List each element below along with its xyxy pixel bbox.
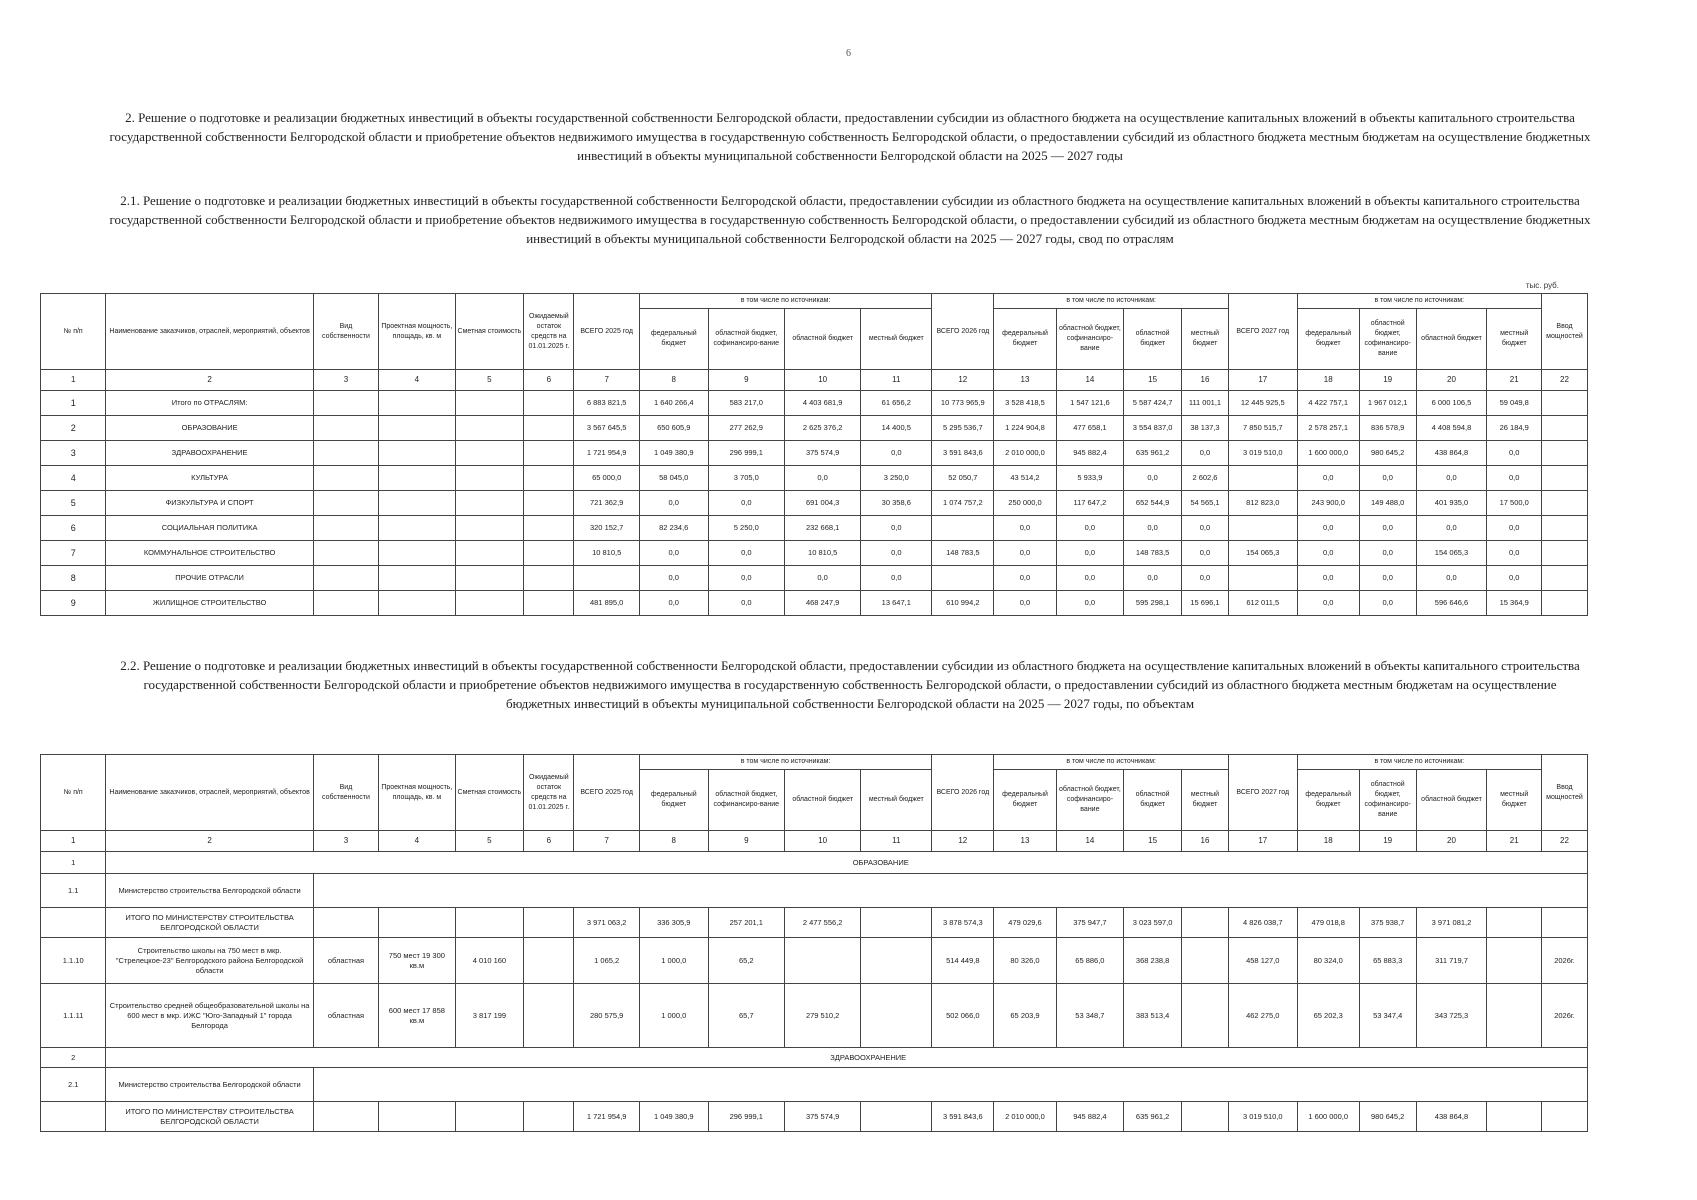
header-regional-cofinancing: областной бюджет, софинансиро-вание — [708, 770, 784, 831]
header-local: местный бюджет — [1182, 770, 1229, 831]
header-regional-cofinancing: областной бюджет, софинансиро-вание — [708, 309, 784, 370]
sector-summary-table — [40, 293, 1588, 616]
header-local: местный бюджет — [861, 309, 932, 370]
header-regional: областной бюджет — [1124, 770, 1182, 831]
section2-heading: 2.2. Решение о подготовке и реализации бюджетных инвестиций в объекты государственной собственности Белгородской области, предоставлении субсидии из областного бюджета на осуществление капитальных вложений в объекты капитального строительства государственной собственности Белгородской области и приобретение объектов недвижимого имущества в государственную собственность Белгородской области, о предоставлении субсидий из областного бюджета местным бюджетам на осуществление бюджетных инвестиций в объекты муниципальной собственности Белгородской области на 2025 — 2027 годы, по объектам — [120, 658, 1580, 711]
header-commissioning: Ввод мощностей — [1541, 294, 1587, 370]
header-regional-cofinancing: областной бюджет, софинансиро-вание — [1056, 309, 1124, 370]
units-label: тыс. руб. — [1525, 281, 1559, 290]
header-expected-balance: Ожидаемый остаток средств на 01.01.2025 г. — [524, 755, 574, 831]
header-num: № п/п — [41, 755, 106, 831]
header-sources-2026: в том числе по источникам: — [994, 294, 1229, 309]
main-heading: 2. Решение о подготовке и реализации бюджетных инвестиций в объекты государственной собственности Белгородской области, предоставлении субсидии из областного бюджета на осуществление капитальных вложений в объекты капитального строительства государственной собственности Белгородской области и приобретение объектов недвижимого имущества в государственную собственность Белгородской области, о предоставлении субсидий из областного бюджета местным бюджетам на осуществление бюджетных инвестиций в объекты муниципальной собственности Белгородской области на 2025 — 2027 годы — [109, 110, 1591, 163]
header-local: местный бюджет — [1487, 309, 1542, 370]
header-regional: областной бюджет — [1416, 309, 1487, 370]
section1-heading: 2.1. Решение о подготовке и реализации бюджетных инвестиций в объекты государственной собственности Белгородской области, предоставлении субсидии из областного бюджета на осуществление капитальных вложений в объекты капитального строительства государственной собственности Белгородской области и приобретение объектов недвижимого имущества в государственную собственность Белгородской области, о предоставлении субсидий из областного бюджета местным бюджетам на осуществление бюджетных инвестиций в объекты муниципальной собственности Белгородской области на 2025 — 2027 годы, свод по отраслям — [109, 193, 1591, 246]
header-regional-cofinancing: областной бюджет, софинансиро-вание — [1056, 770, 1124, 831]
sector-row: 3 ЗДРАВООХРАНЕНИЕ 1 721 954,9 1 049 380,9 296 999,1 375 574,9 0,0 3 591 843,6 2 010 000,0 945 882,4 635 961,2 0,0 3 019 510,0 1 600 000,0 980 645,2 438 864,8 0,0 — [41, 441, 1588, 466]
header-federal: федеральный бюджет — [639, 770, 708, 831]
header-sources-2025: в том числе по источникам: — [639, 755, 931, 770]
header-federal: федеральный бюджет — [1297, 770, 1359, 831]
header-estimate: Сметная стоимость — [455, 294, 524, 370]
header-total-2025: ВСЕГО 2025 год — [574, 755, 639, 831]
header-name: Наименование заказчиков, отраслей, мероприятий, объектов — [106, 755, 313, 831]
section-row-education: 1 ОБРАЗОВАНИЕ — [41, 852, 1588, 874]
header-regional: областной бюджет — [784, 770, 860, 831]
ministry-row: 2.1 Министерство строительства Белгородской области — [41, 1068, 1588, 1102]
section-row-healthcare: 2 ЗДРАВООХРАНЕНИЕ — [41, 1048, 1588, 1068]
header-sources-2027: в том числе по источникам: — [1297, 755, 1541, 770]
objects-table — [40, 754, 1588, 1132]
object-row: 1.1.11 Строительство средней общеобразовательной школы на 600 мест в мкр. ИЖС "Юго-Западный 1" города Белгорода областная 600 мест 17 858 кв.м 3 817 199 280 575,9 1 000,0 65,7 279 510,2 502 066,0 65 203,9 53 348,7 383 513,4 462 275,0 65 202,3 53 347,4 343 725,3 2026г. — [41, 984, 1588, 1048]
object-row: 1.1.10 Строительство школы на 750 мест в мкр. "Стрелецкое-23" Белгородского района Белгородской области областная 750 мест 19 300 кв.м 4 010 160 1 065,2 1 000,0 65,2 514 449,8 80 326,0 65 886,0 368 238,8 458 127,0 80 324,0 65 883,3 311 719,7 2026г. — [41, 938, 1588, 984]
sector-row: 9 ЖИЛИЩНОЕ СТРОИТЕЛЬСТВО 481 895,0 0,0 0,0 468 247,9 13 647,1 610 994,2 0,0 0,0 595 298,1 15 696,1 612 011,5 0,0 0,0 596 646,6 15 364,9 — [41, 591, 1588, 616]
header-regional: областной бюджет — [784, 309, 860, 370]
header-ownership: Вид собственности — [313, 755, 378, 831]
ministry-total-row: ИТОГО ПО МИНИСТЕРСТВУ СТРОИТЕЛЬСТВА БЕЛГОРОДСКОЙ ОБЛАСТИ 3 971 063,2 336 305,9 257 201,1 2 477 556,2 3 878 574,3 479 029,6 375 947,7 3 023 597,0 4 826 038,7 479 018,8 375 938,7 3 971 081,2 — [41, 908, 1588, 938]
header-capacity: Проектная мощность, площадь, кв. м — [379, 294, 455, 370]
header-local: местный бюджет — [1487, 770, 1542, 831]
header-regional: областной бюджет — [1416, 770, 1487, 831]
ministry-total-row: ИТОГО ПО МИНИСТЕРСТВУ СТРОИТЕЛЬСТВА БЕЛГОРОДСКОЙ ОБЛАСТИ 1 721 954,9 1 049 380,9 296 999,1 375 574,9 3 591 843,6 2 010 000,0 945 882,4 635 961,2 3 019 510,0 1 600 000,0 980 645,2 438 864,8 — [41, 1102, 1588, 1132]
sector-row: 1 Итого по ОТРАСЛЯМ: 6 883 821,5 1 640 266,4 583 217,0 4 403 681,9 61 656,2 10 773 965,9 3 528 418,5 1 547 121,6 5 587 424,7 111 001,1 12 445 925,5 4 422 757,1 1 967 012,1 6 000 106,5 59 049,8 — [41, 391, 1588, 416]
header-num: № п/п — [41, 294, 106, 370]
header-local: местный бюджет — [1182, 309, 1229, 370]
header-estimate: Сметная стоимость — [455, 755, 524, 831]
column-number-row: 1 2 3 4 5 6 7 8 9 10 11 12 13 14 15 16 17 18 19 20 21 22 — [41, 370, 1588, 391]
sector-row: 7 КОММУНАЛЬНОЕ СТРОИТЕЛЬСТВО 10 810,5 0,0 0,0 10 810,5 0,0 148 783,5 0,0 0,0 148 783,5 0,0 154 065,3 0,0 0,0 154 065,3 0,0 — [41, 541, 1588, 566]
header-capacity: Проектная мощность, площадь, кв. м — [379, 755, 455, 831]
header-total-2027: ВСЕГО 2027 год — [1228, 294, 1297, 370]
header-regional-cofinancing: областной бюджет, софинансиро-вание — [1359, 309, 1416, 370]
column-number-row: 1 2 3 4 5 6 7 8 9 10 11 12 13 14 15 16 17 18 19 20 21 22 — [41, 831, 1588, 852]
sector-row: 2 ОБРАЗОВАНИЕ 3 567 645,5 650 605,9 277 262,9 2 625 376,2 14 400,5 5 295 536,7 1 224 904,8 477 658,1 3 554 837,0 38 137,3 7 850 515,7 2 578 257,1 836 578,9 4 408 594,8 26 184,9 — [41, 416, 1588, 441]
header-total-2026: ВСЕГО 2026 год — [932, 755, 994, 831]
header-federal: федеральный бюджет — [994, 309, 1056, 370]
ministry-row: 1.1 Министерство строительства Белгородской области — [41, 874, 1588, 908]
header-total-2025: ВСЕГО 2025 год — [574, 294, 639, 370]
sector-row: 6 СОЦИАЛЬНАЯ ПОЛИТИКА 320 152,7 82 234,6 5 250,0 232 668,1 0,0 0,0 0,0 0,0 0,0 0,0 0,0 0,0 0,0 — [41, 516, 1588, 541]
header-local: местный бюджет — [861, 770, 932, 831]
header-ownership: Вид собственности — [313, 294, 378, 370]
header-federal: федеральный бюджет — [639, 309, 708, 370]
header-federal: федеральный бюджет — [994, 770, 1056, 831]
header-total-2026: ВСЕГО 2026 год — [932, 294, 994, 370]
header-name: Наименование заказчиков, отраслей, мероприятий, объектов — [106, 294, 313, 370]
header-regional: областной бюджет — [1124, 309, 1182, 370]
header-sources-2025: в том числе по источникам: — [639, 294, 931, 309]
sector-row: 5 ФИЗКУЛЬТУРА И СПОРТ 721 362,9 0,0 0,0 691 004,3 30 358,6 1 074 757,2 250 000,0 117 647,2 652 544,9 54 565,1 812 823,0 243 900,0 149 488,0 401 935,0 17 500,0 — [41, 491, 1588, 516]
header-total-2027: ВСЕГО 2027 год — [1228, 755, 1297, 831]
header-regional-cofinancing: областной бюджет, софинансиро-вание — [1359, 770, 1416, 831]
header-sources-2027: в том числе по источникам: — [1297, 294, 1541, 309]
sector-row: 4 КУЛЬТУРА 65 000,0 58 045,0 3 705,0 0,0 3 250,0 52 050,7 43 514,2 5 933,9 0,0 2 602,6 0,0 0,0 0,0 0,0 — [41, 466, 1588, 491]
header-expected-balance: Ожидаемый остаток средств на 01.01.2025 г. — [524, 294, 574, 370]
header-sources-2026: в том числе по источникам: — [994, 755, 1229, 770]
header-commissioning: Ввод мощностей — [1541, 755, 1587, 831]
sector-row: 8 ПРОЧИЕ ОТРАСЛИ 0,0 0,0 0,0 0,0 0,0 0,0 0,0 0,0 0,0 0,0 0,0 0,0 — [41, 566, 1588, 591]
page-number: 6 — [846, 48, 851, 59]
header-federal: федеральный бюджет — [1297, 309, 1359, 370]
